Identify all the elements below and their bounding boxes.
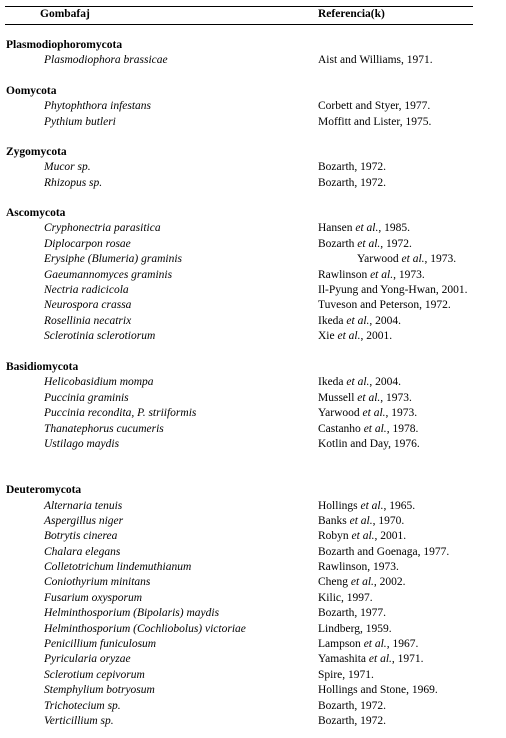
reference: Robyn et al., 2001. bbox=[318, 530, 407, 542]
reference: Il-Pyung and Yong-Hwan, 2001. bbox=[318, 284, 468, 296]
table-row bbox=[0, 177, 506, 192]
table-row bbox=[0, 253, 506, 268]
table-top-rule bbox=[5, 6, 473, 7]
species-name: Rhizopus sp. bbox=[44, 177, 103, 189]
species-name: Plasmodiophora brassicae bbox=[44, 54, 168, 66]
table-row bbox=[0, 530, 506, 545]
table-row bbox=[0, 623, 506, 638]
table-row bbox=[0, 284, 506, 299]
group-heading: Oomycota bbox=[6, 85, 57, 97]
group-heading: Basidiomycota bbox=[6, 361, 79, 373]
reference: Bozarth and Goenaga, 1977. bbox=[318, 546, 450, 558]
reference: Ikeda et al., 2004. bbox=[318, 376, 402, 388]
reference: Kilic, 1997. bbox=[318, 592, 373, 604]
species-name: Gaeumannomyces graminis bbox=[44, 269, 173, 281]
species-name: Sclerotium cepivorum bbox=[44, 669, 145, 681]
species-name: Pythium butleri bbox=[44, 116, 116, 128]
reference: Lindberg, 1959. bbox=[318, 623, 392, 635]
reference: Rawlinson et al., 1973. bbox=[318, 269, 425, 281]
reference: Bozarth, 1977. bbox=[318, 607, 387, 619]
species-name: Penicillium funiculosum bbox=[44, 638, 157, 650]
reference: Mussell et al., 1973. bbox=[318, 392, 412, 404]
table-row bbox=[0, 423, 506, 438]
table-row bbox=[0, 438, 506, 453]
species-name: Alternaria tenuis bbox=[44, 500, 123, 512]
reference: Bozarth, 1972. bbox=[318, 161, 387, 173]
species-name: Verticillium sp. bbox=[44, 715, 114, 727]
species-name: Rosellinia necatrix bbox=[44, 315, 132, 327]
species-name: Helminthosporium (Cochliobolus) victoriae bbox=[44, 623, 246, 635]
species-name: Stemphylium botryosum bbox=[44, 684, 155, 696]
group-heading: Zygomycota bbox=[6, 146, 67, 158]
column-header-references: Referencia(k) bbox=[318, 8, 385, 20]
table-row bbox=[0, 700, 506, 715]
table-row bbox=[0, 653, 506, 668]
table-row bbox=[0, 315, 506, 330]
species-name: Neurospora crassa bbox=[44, 299, 132, 311]
reference: Xie et al., 2001. bbox=[318, 330, 393, 342]
species-name: Coniothyrium minitans bbox=[44, 576, 151, 588]
species-name: Chalara elegans bbox=[44, 546, 121, 558]
reference: Cheng et al., 2002. bbox=[318, 576, 406, 588]
species-name: Diplocarpon rosae bbox=[44, 238, 131, 250]
reference: Bozarth, 1972. bbox=[318, 715, 387, 727]
species-name: Erysiphe (Blumeria) graminis bbox=[44, 253, 182, 265]
species-name: Nectria radicicola bbox=[44, 284, 129, 296]
table-row bbox=[0, 515, 506, 530]
reference: Hansen et al., 1985. bbox=[318, 222, 410, 234]
header-rule bbox=[5, 24, 473, 25]
reference: Yarwood et al., 1973. bbox=[318, 407, 418, 419]
reference: Castanho et al., 1978. bbox=[318, 423, 419, 435]
species-name: Puccinia recondita, P. striiformis bbox=[44, 407, 197, 419]
table-row bbox=[0, 161, 506, 176]
reference: Lampson et al., 1967. bbox=[318, 638, 419, 650]
species-name: Helminthosporium (Bipolaris) maydis bbox=[44, 607, 220, 619]
table-row bbox=[0, 638, 506, 653]
table-row bbox=[0, 561, 506, 576]
reference: Ikeda et al., 2004. bbox=[318, 315, 402, 327]
reference: Yarwood et al., 1973. bbox=[357, 253, 457, 265]
table-row bbox=[0, 269, 506, 284]
table-row bbox=[0, 222, 506, 237]
column-header-species: Gombafaj bbox=[40, 8, 90, 20]
table-row bbox=[0, 376, 506, 391]
table-row bbox=[0, 669, 506, 684]
table-row bbox=[0, 100, 506, 115]
species-name: Thanatephorus cucumeris bbox=[44, 423, 164, 435]
species-name: Puccinia graminis bbox=[44, 392, 129, 404]
table-row bbox=[0, 407, 506, 422]
species-name: Colletotrichum lindemuthianum bbox=[44, 561, 192, 573]
table-row bbox=[0, 116, 506, 131]
group-heading: Deuteromycota bbox=[6, 484, 82, 496]
reference: Yamashita et al., 1971. bbox=[318, 653, 424, 665]
group-heading: Plasmodiophoromycota bbox=[6, 39, 123, 51]
species-name: Cryphonectria parasitica bbox=[44, 222, 161, 234]
reference: Tuveson and Peterson, 1972. bbox=[318, 299, 451, 311]
reference: Corbett and Styer, 1977. bbox=[318, 100, 431, 112]
species-name: Fusarium oxysporum bbox=[44, 592, 143, 604]
table-row bbox=[0, 54, 506, 69]
species-name: Aspergillus niger bbox=[44, 515, 124, 527]
species-name: Trichotecium sp. bbox=[44, 700, 121, 712]
table-row bbox=[0, 684, 506, 699]
species-name: Helicobasidium mompa bbox=[44, 376, 154, 388]
reference: Aist and Williams, 1971. bbox=[318, 54, 433, 66]
table-row bbox=[0, 607, 506, 622]
reference: Bozarth et al., 1972. bbox=[318, 238, 412, 250]
reference: Banks et al., 1970. bbox=[318, 515, 405, 527]
reference: Hollings et al., 1965. bbox=[318, 500, 416, 512]
reference: Bozarth, 1972. bbox=[318, 700, 387, 712]
species-name: Ustilago maydis bbox=[44, 438, 120, 450]
table-row bbox=[0, 500, 506, 515]
species-name: Pyricularia oryzae bbox=[44, 653, 131, 665]
reference: Rawlinson, 1973. bbox=[318, 561, 399, 573]
reference: Bozarth, 1972. bbox=[318, 177, 387, 189]
species-name: Sclerotinia sclerotiorum bbox=[44, 330, 156, 342]
table-row bbox=[0, 238, 506, 253]
reference: Kotlin and Day, 1976. bbox=[318, 438, 420, 450]
table-row bbox=[0, 392, 506, 407]
table-row bbox=[0, 592, 506, 607]
species-name: Phytophthora infestans bbox=[44, 100, 152, 112]
table-row bbox=[0, 576, 506, 591]
species-name: Mucor sp. bbox=[44, 161, 91, 173]
reference: Hollings and Stone, 1969. bbox=[318, 684, 438, 696]
table-row bbox=[0, 546, 506, 561]
reference: Moffitt and Lister, 1975. bbox=[318, 116, 432, 128]
table-row bbox=[0, 715, 506, 730]
species-name: Botrytis cinerea bbox=[44, 530, 118, 542]
reference: Spire, 1971. bbox=[318, 669, 374, 681]
table-row bbox=[0, 299, 506, 314]
group-heading: Ascomycota bbox=[6, 207, 66, 219]
table-row bbox=[0, 330, 506, 345]
